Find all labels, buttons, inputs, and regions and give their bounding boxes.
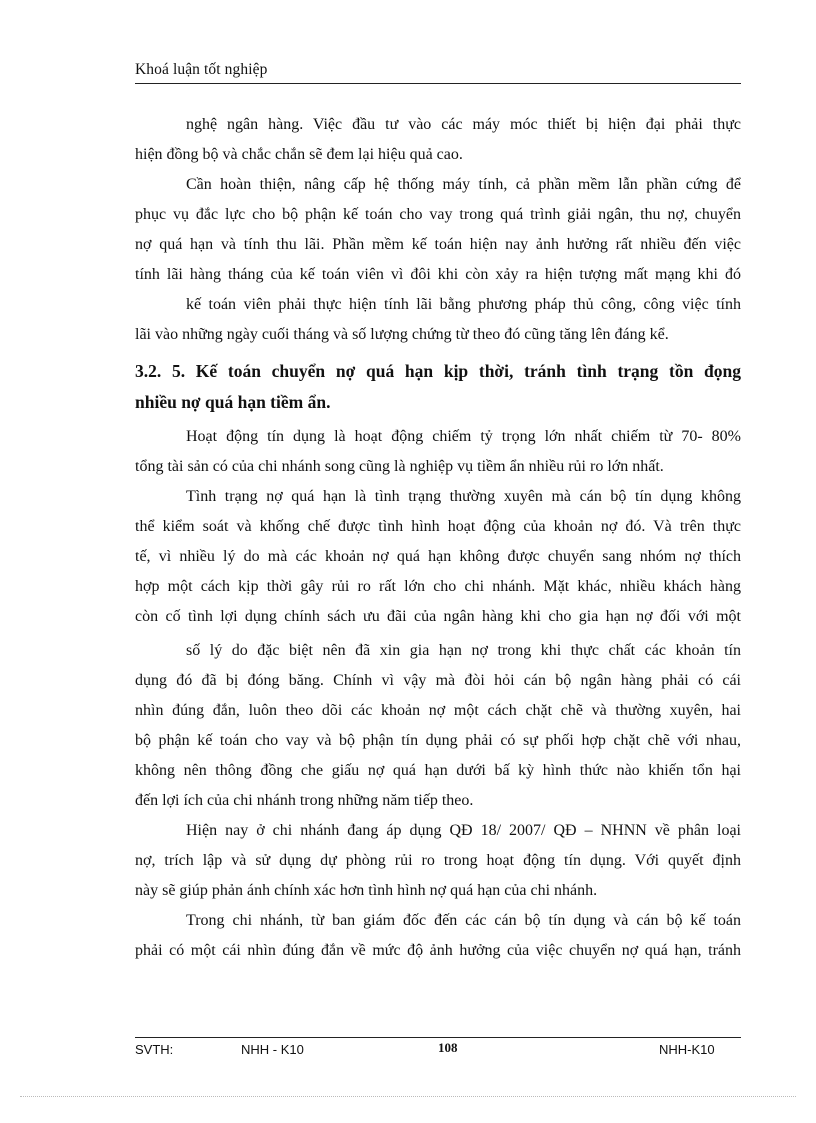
text-line: Cần hoàn thiện, nâng cấp hệ thống máy tính, cả phần mềm lẫn phần cứng để	[186, 176, 741, 193]
paragraph-8	[135, 906, 741, 966]
text-line: Hiện nay ở chi nhánh đang áp dụng QĐ 18/ 2007/ QĐ – NHNN về phân loại	[186, 822, 741, 839]
heading-line: 3.2. 5. Kế toán chuyển nợ quá hạn kịp thời, tránh tình trạng tồn đọng	[135, 361, 741, 381]
text-line: đến lợi ích của chi nhánh trong những năm tiếp theo.	[135, 792, 474, 809]
text-line: nợ, trích lập và sử dụng dự phòng rủi ro trong hoạt động tín dụng. Với quyết định	[135, 852, 741, 869]
page-bottom-dotted-rule	[20, 1096, 796, 1097]
text-line: phục vụ đắc lực cho bộ phận kế toán cho vay trong quá trình giải ngân, thu nợ, chuyển	[135, 206, 741, 223]
footer-class-right: NHH-K10	[659, 1042, 715, 1057]
text-line: số lý do đặc biệt nên đã xin gia hạn nợ trong khi thực chất các khoản tín	[186, 642, 741, 659]
paragraph-1	[135, 110, 741, 170]
text-line: Hoạt động tín dụng là hoạt động chiếm tỷ trọng lớn nhất chiếm từ 70- 80%	[186, 428, 741, 445]
text-line: hiện đồng bộ và chắc chắn sẽ đem lại hiệu quả cao.	[135, 146, 463, 163]
footer-svth-label: SVTH:	[135, 1042, 174, 1057]
paragraph-3	[135, 290, 741, 350]
text-line: thể kiểm soát và khống chế được tình hình hoạt động của khoản nợ đó. Và trên thực	[135, 518, 741, 535]
text-line: Trong chi nhánh, từ ban giám đốc đến các cán bộ tín dụng và cán bộ kế toán	[186, 912, 741, 929]
text-line: không nên thông đồng che giấu nợ quá hạn dưới bấ kỳ hình thức nào khiến tổn hại	[135, 762, 741, 779]
heading-line: nhiều nợ quá hạn tiềm ẩn.	[135, 392, 331, 412]
text-line: nợ quá hạn và tính thu lãi. Phần mềm kế toán hiện nay ảnh hưởng rất nhiều đến việc	[135, 236, 741, 253]
paragraph-2	[135, 170, 741, 290]
paragraph-5	[135, 482, 741, 632]
text-line: nhìn đúng đắn, luôn theo dõi các khoản nợ một cách chặt chẽ và thường xuyên, hai	[135, 702, 741, 719]
section-heading	[135, 356, 741, 418]
text-line: phải có một cái nhìn đúng đắn về mức độ ảnh hưởng của việc chuyển nợ quá hạn, tránh	[135, 942, 741, 959]
text-line: còn cố tình lợi dụng chính sách ưu đãi của ngân hàng khi cho gia hạn nợ đối với một	[135, 608, 741, 625]
paragraph-7	[135, 816, 741, 906]
footer-rule	[135, 1037, 741, 1038]
page-header-title: Khoá luận tốt nghiệp	[135, 61, 268, 78]
text-line: tế, vì nhiều lý do mà các khoản nợ quá hạn không được chuyển sang nhóm nợ thích	[135, 548, 741, 565]
page-number: 108	[438, 1040, 458, 1055]
text-line: dụng đó đã bị đóng băng. Chính vì vậy mà đòi hỏi cán bộ ngân hàng phải có cái	[135, 672, 741, 689]
paragraph-4	[135, 422, 741, 482]
document-body	[135, 110, 741, 966]
text-line: này sẽ giúp phản ánh chính xác hơn tình hình nợ quá hạn của chi nhánh.	[135, 882, 598, 899]
header-rule	[135, 83, 741, 84]
paragraph-6	[135, 636, 741, 816]
text-line: Tình trạng nợ quá hạn là tình trạng thường xuyên mà cán bộ tín dụng không	[186, 488, 741, 505]
text-line: hợp một cách kịp thời gây rủi ro rất lớn cho chi nhánh. Mặt khác, nhiều khách hàng	[135, 578, 741, 595]
text-line: lãi vào những ngày cuối tháng và số lượng chứng từ theo đó cũng tăng lên đáng kể.	[135, 326, 669, 343]
text-line: kế toán viên phải thực hiện tính lãi bằng phương pháp thủ công, công việc tính	[186, 296, 741, 313]
text-line: nghệ ngân hàng. Việc đầu tư vào các máy móc thiết bị hiện đại phải thực	[186, 116, 741, 133]
text-line: tổng tài sản có của chi nhánh song cũng là nghiệp vụ tiềm ẩn nhiều rủi ro lớn nhất.	[135, 458, 664, 475]
text-line: bộ phận kế toán cho vay và bộ phận tín dụng phải có sự phối hợp chặt chẽ với nhau,	[135, 732, 741, 749]
text-line: tính lãi hàng tháng của kế toán viên vì đôi khi còn xảy ra hiện tượng mất mạng khi đó	[135, 266, 741, 283]
footer-class-left: NHH - K10	[241, 1042, 304, 1057]
